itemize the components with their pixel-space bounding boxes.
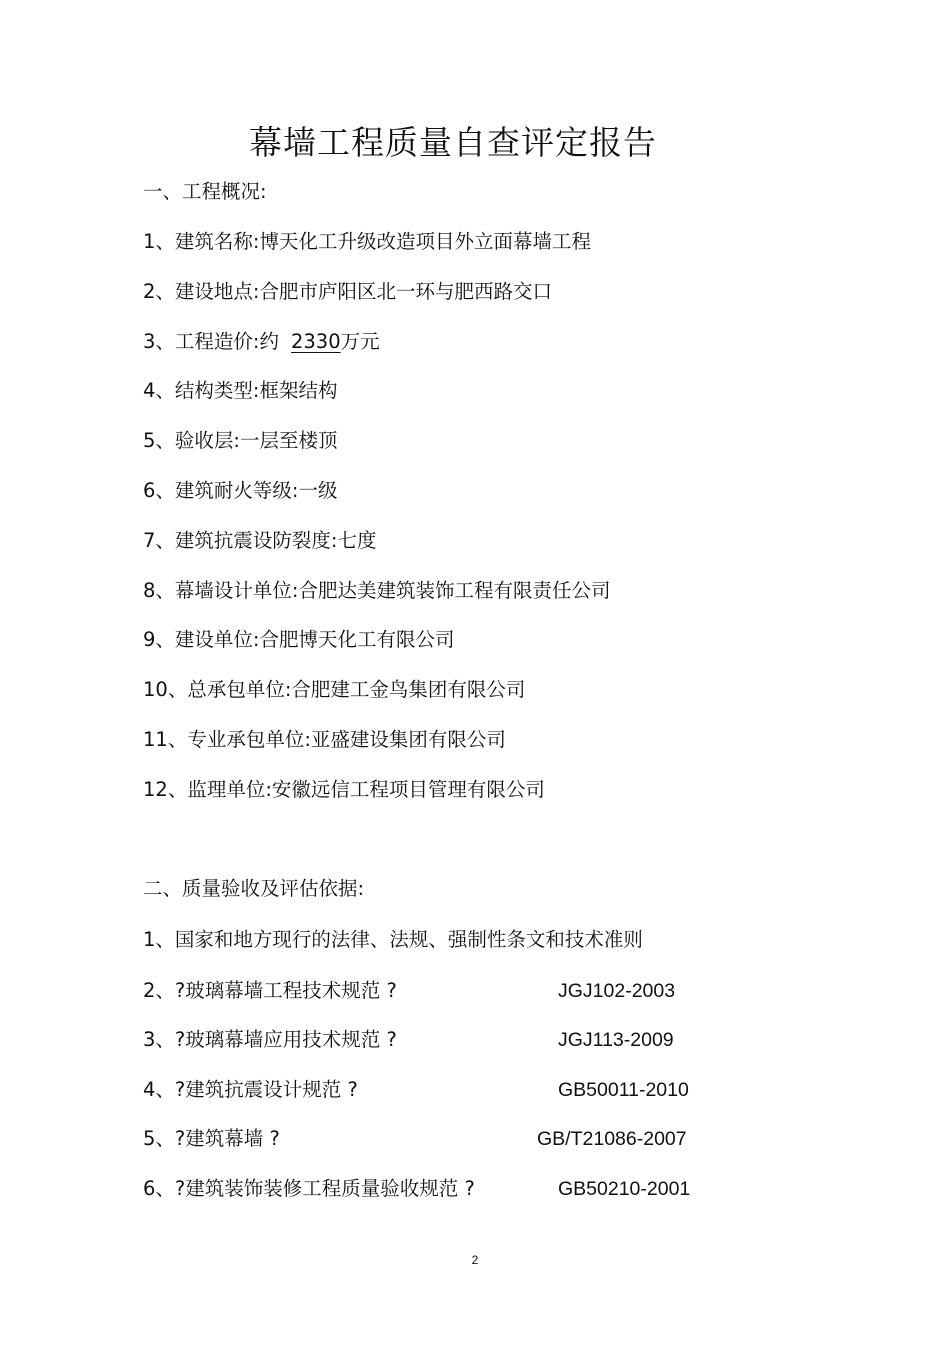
standard-code: JGJ113-2009 bbox=[558, 1029, 674, 1051]
standard-label: 6、?建筑装饰装修工程质量验收规范 ? bbox=[143, 1177, 475, 1200]
overview-item-building-name: 1、建筑名称:博天化工升级改造项目外立面幕墙工程 bbox=[143, 230, 591, 253]
standard-code: JGJ102-2003 bbox=[558, 980, 676, 1002]
standard-label: 4、?建筑抗震设计规范 ? bbox=[143, 1078, 358, 1101]
overview-item-supervision-unit: 12、监理单位:安徽远信工程项目管理有限公司 bbox=[143, 778, 545, 801]
cost-unit: 万元 bbox=[340, 330, 380, 353]
standard-code: GB50210-2001 bbox=[558, 1178, 691, 1200]
cost-value: 2330 bbox=[290, 330, 341, 353]
standard-label: 3、?玻璃幕墙应用技术规范 ? bbox=[143, 1028, 397, 1051]
standard-label: 2、?玻璃幕墙工程技术规范 ? bbox=[143, 979, 397, 1002]
section-heading-overview: 一、工程概况: bbox=[143, 180, 267, 203]
basis-item-laws: 1、国家和地方现行的法律、法规、强制性条文和技术准则 bbox=[143, 928, 643, 951]
overview-item-structure-type: 4、结构类型:框架结构 bbox=[143, 379, 338, 402]
section-heading-basis: 二、质量验收及评估依据: bbox=[143, 877, 365, 900]
overview-item-general-contractor: 10、总承包单位:合肥建工金鸟集团有限公司 bbox=[143, 678, 526, 701]
standard-label: 5、?建筑幕墙 ? bbox=[143, 1127, 280, 1150]
overview-item-design-unit: 8、幕墙设计单位:合肥达美建筑装饰工程有限责任公司 bbox=[143, 579, 611, 602]
page-number: 2 bbox=[471, 1253, 479, 1267]
overview-item-seismic-intensity: 7、建筑抗震设防裂度:七度 bbox=[143, 529, 377, 552]
standard-code: GB50011-2010 bbox=[558, 1079, 689, 1101]
overview-item-location: 2、建设地点:合肥市庐阳区北一环与肥西路交口 bbox=[143, 280, 552, 303]
standard-code: GB/T21086-2007 bbox=[537, 1128, 687, 1150]
overview-item-cost bbox=[143, 327, 380, 357]
overview-item-specialty-contractor: 11、专业承包单位:亚盛建设集团有限公司 bbox=[143, 728, 506, 751]
overview-item-acceptance-floors: 5、验收层:一层至楼顶 bbox=[143, 429, 338, 452]
overview-item-construction-owner: 9、建设单位:合肥博天化工有限公司 bbox=[143, 628, 455, 651]
overview-item-fire-rating: 6、建筑耐火等级:一级 bbox=[143, 479, 338, 502]
document-title: 幕墙工程质量自查评定报告 bbox=[249, 123, 657, 162]
cost-label: 3、工程造价:约 bbox=[143, 330, 279, 353]
